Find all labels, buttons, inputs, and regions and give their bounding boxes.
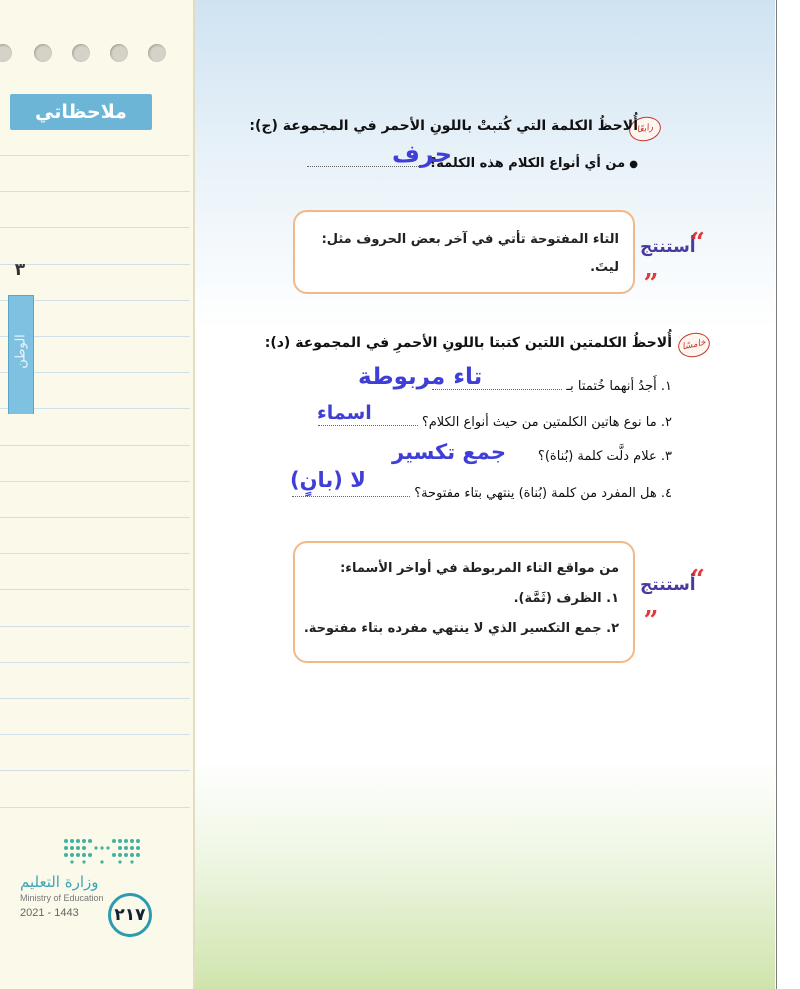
item-number: ٢.: [660, 415, 672, 430]
ministry-name-ar: وزارة التعليم: [20, 873, 99, 891]
item-number: ٤.: [660, 486, 672, 501]
item-answer: تاء مربوطة: [358, 364, 483, 390]
question-badge: رابعًا: [627, 114, 663, 144]
ruled-line: [0, 770, 190, 771]
conclusion-text: ليتَ.: [590, 260, 619, 275]
conclusion-text: من مواقع التاء المربوطة في أواخر الأسماء:: [340, 561, 619, 576]
conclusion-box: [293, 210, 635, 294]
item-answer: لا (بانٍ): [290, 468, 366, 492]
ruled-line: [0, 626, 190, 627]
quote-close-icon: „: [644, 254, 659, 284]
conclusion-text: التاء المفتوحة تأتي في آخر بعض الحروف مثل:: [321, 232, 619, 247]
ruled-line: [0, 734, 190, 735]
binder-hole: [72, 44, 90, 62]
binder-hole: [0, 44, 12, 62]
notes-title: ملاحظاتي: [10, 94, 152, 130]
item-answer: اسماء: [317, 402, 372, 424]
page-number: ٢١٧: [108, 893, 152, 937]
item-text: هل المفرد من كلمة (بُناة) ينتهي بتاء مفتوحة؟: [414, 486, 657, 501]
question4-text: من أي أنواع الكلام هذه الكلمة؟: [428, 156, 626, 171]
unit-tab-label: الوطن: [13, 334, 29, 369]
conclusion-box: [293, 541, 635, 663]
binder-hole: [34, 44, 52, 62]
quote-close-icon: „: [644, 591, 659, 621]
conclusion-label: أستنتج: [640, 575, 696, 595]
ministry-year: 2021 - 1443: [20, 907, 79, 919]
bullet-icon: ●: [629, 159, 638, 170]
conclusion-text: ١. الظرف (ثَمَّة).: [513, 591, 619, 606]
ruled-line: [0, 481, 190, 482]
ruled-line: [0, 807, 190, 808]
conclusion-text: ٢. جمع التكسير الذي لا ينتهي مفرده بتاء مفتوحة.: [303, 621, 619, 636]
quote-open-icon: “: [690, 565, 705, 595]
ruled-line: [0, 553, 190, 554]
ruled-line: [0, 445, 190, 446]
question5-item: [212, 413, 672, 430]
item-answer: جمع تكسير: [392, 440, 506, 464]
ruled-line: [0, 191, 190, 192]
ministry-logo-icon: [62, 836, 144, 866]
page-edge: [775, 0, 800, 989]
ruled-line: [0, 589, 190, 590]
item-text: ما نوع هاتين الكلمتين من حيث أنواع الكلام؟: [421, 415, 657, 430]
notes-sidebar: [0, 0, 195, 989]
unit-number: ٣: [14, 260, 26, 280]
ruled-line: [0, 155, 190, 156]
unit-tab: [8, 295, 34, 414]
page-edge-line: [776, 0, 777, 989]
question5-item: [202, 484, 672, 501]
binder-hole: [148, 44, 166, 62]
ruled-line: [0, 662, 190, 663]
item-number: ٣.: [660, 449, 672, 464]
ruled-line: [0, 517, 190, 518]
question5-title: أُلاحظُ الكلمتين اللتين كتبتا باللونِ الأحمرِ في المجموعة (د):: [264, 335, 672, 351]
ruled-line: [0, 227, 190, 228]
conclusion-label: أستنتج: [640, 237, 696, 257]
item-number: ١.: [660, 379, 672, 394]
item-text: أَجدُ أنهما خُتمتا بـ: [566, 379, 657, 394]
question4-answer: حرف: [392, 140, 453, 168]
question-badge: خامسًا: [676, 330, 712, 360]
question4-title: أُلاحظُ الكلمة التي كُتبتْ باللونِ الأحمر في المجموعة (ج):: [249, 118, 638, 134]
item-text: علام دلَّت كلمة (بُناة)؟: [537, 449, 657, 464]
ministry-name-en: Ministry of Education: [20, 893, 104, 903]
quote-open-icon: “: [690, 228, 705, 258]
binder-hole: [110, 44, 128, 62]
ruled-line: [0, 698, 190, 699]
